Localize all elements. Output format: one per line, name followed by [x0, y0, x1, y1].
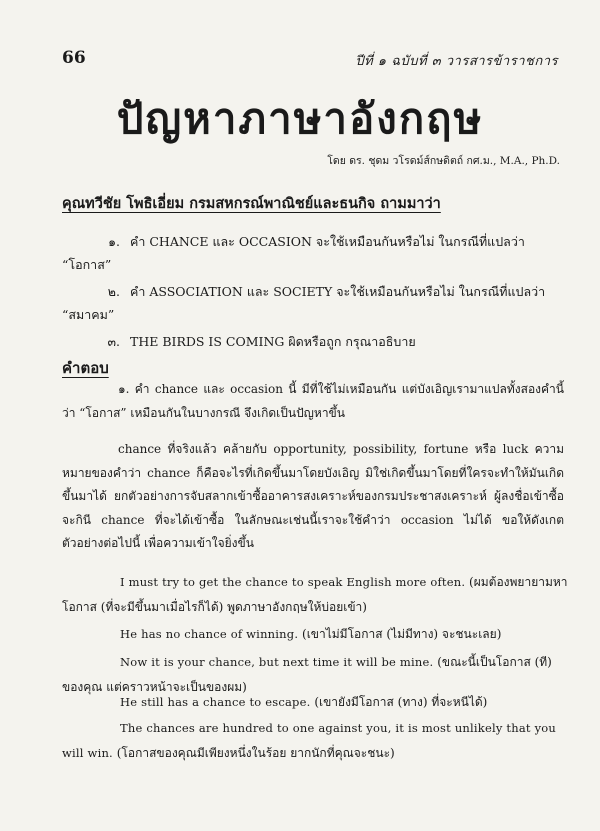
question-2 — [62, 280, 562, 326]
example-1 — [62, 570, 568, 620]
paragraph-text: ๑. คำ chance และ occasion นี้ มีที่ใช้ไม่เหมือนกัน แต่บังเอิญเรามาแปลทั้งสองคำนี้ว่า “โอกาส” เหมือนกันในบางกรณี จึงเกิดเป็นปัญหาขึ้น — [62, 382, 564, 420]
question-text: THE BIRDS IS COMING ผิดหรือถูก กรุณาอธิบาย — [130, 334, 416, 349]
example-2 — [62, 622, 568, 647]
example-english: He still has a chance to escape. — [120, 695, 311, 709]
question-1 — [62, 230, 562, 276]
example-thai: (ขณะนี้เป็นโอกาส (ที) ของคุณ แต่คราวหน้าจะเป็นของผม) — [62, 655, 552, 694]
question-3 — [62, 330, 562, 353]
example-5 — [62, 716, 568, 766]
paragraph-text: chance ที่จริงแล้ว คล้ายกับ opportunity, possibility, fortune หรือ luck ความหมายของคำว่า chance ก็คือจะไรที่เกิดขึ้นมาโดยบังเอิญ มิใช่เกิดขึ้นมาโดยที่ใครจะทำให้มันเกิดขึ้นมาได้ ยกตัวอย่างการจับสลากเข้าซื้ออาคารสงเคราะห์ของกรมประชาสงเคราะห์ ผู้ลงชื่อเข้าซื้อจะกินี chance ที่จะได้เข้าซื้อ ในลักษณะเช่นนี้เราจะใช้คำว่า occasion ไม่ได้ ขอให้ดังเกตตัวอย่างต่อไปนี้ เพื่อความเข้าใจยิ่งขึ้น — [62, 442, 564, 550]
question-text: คำ CHANCE และ OCCASION จะใช้เหมือนกันหรือไม่ ในกรณีที่แปลว่า — [130, 234, 525, 249]
page-header — [62, 48, 558, 70]
example-thai: (เขายังมีโอกาส (ทาง) ที่จะหนีได้) — [314, 695, 488, 709]
example-english: He has no chance of winning. — [120, 627, 299, 641]
question-text: คำ ASSOCIATION และ SOCIETY จะใช้เหมือนกันหรือไม่ ในกรณีที่แปลว่า — [130, 284, 546, 299]
example-english: The chances are hundred to one against you, it is most unlikely that you will win. — [62, 721, 556, 760]
question-number: ๒. — [107, 284, 120, 299]
page-number: 66 — [62, 48, 86, 68]
answer-heading: คำตอบ — [62, 359, 109, 377]
example-thai: (โอกาสของคุณมีเพียงหนึ่งในร้อย ยากนักที่คุณจะชนะ) — [116, 746, 395, 760]
example-thai: (ผมต้องพยายามหาโอกาส (ที่จะมีขึ้นมาเมื่อไรก็ได้) พูดภาษาอังกฤษให้บ่อยเข้า) — [62, 575, 568, 614]
article-title: ปัญหาภาษาอังกฤษ — [116, 94, 484, 143]
running-head: ปีที่ ๑ ฉบับที่ ๓ วารสารข้าราชการ — [355, 54, 558, 69]
example-english: Now it is your chance, but next time it will be mine. — [120, 655, 434, 669]
question-intro: คุณทวีชัย โพธิเอี่ยม กรมสหกรณ์พาณิชย์และธนกิจ ถามมาว่า — [62, 195, 441, 212]
example-english: I must try to get the chance to speak English more often. — [120, 575, 466, 589]
question-number: ๑. — [108, 234, 120, 249]
author-byline: โดย ดร. ชุดม วโรดม์ส์กษดิตถ์ กศ.ม., M.A., Ph.D. — [327, 155, 560, 167]
example-thai: (เขาไม่มีโอกาส (ไม่มีทาง) จะชนะเลย) — [302, 627, 502, 641]
question-text-continued: “โอกาส” — [62, 257, 112, 272]
question-text-continued: “สมาคม” — [62, 307, 115, 322]
example-4 — [62, 690, 568, 715]
answer-paragraph-2 — [62, 438, 564, 556]
answer-paragraph-1 — [62, 378, 564, 425]
question-number: ๓. — [107, 334, 120, 349]
